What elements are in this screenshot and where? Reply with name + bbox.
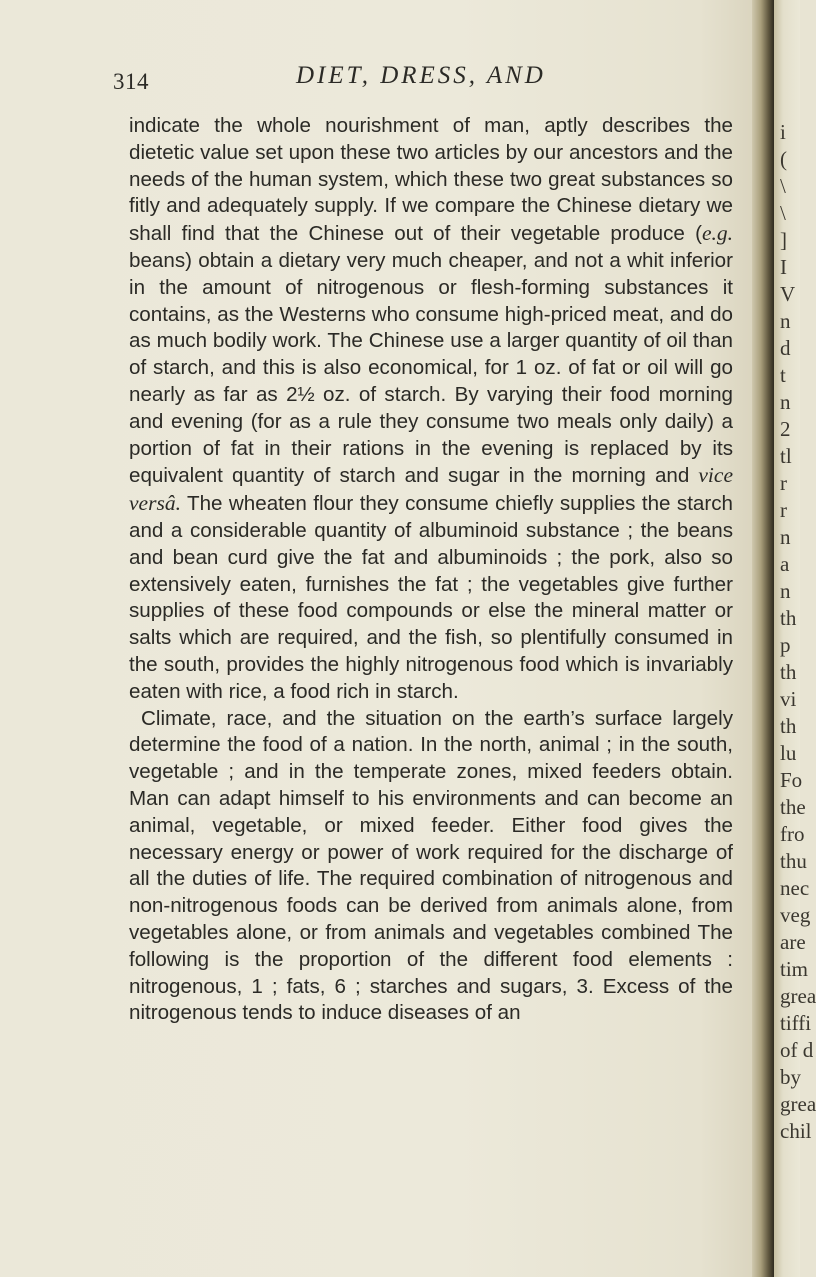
facing-fragment: ( (780, 147, 787, 171)
facing-fragment: grea (780, 984, 816, 1008)
facing-fragment: of d (780, 1038, 814, 1062)
page-number: 314 (113, 69, 149, 94)
facing-fragment: a (780, 552, 790, 576)
facing-fragment: ] (780, 228, 787, 252)
facing-page-edge (774, 0, 816, 1277)
facing-fragment: r (780, 498, 787, 522)
facing-fragment: n (780, 579, 791, 603)
facing-fragment: th (780, 714, 797, 738)
facing-fragment: tim (780, 957, 809, 981)
facing-fragment: d (780, 336, 791, 360)
facing-fragment: grea (780, 1092, 816, 1116)
facing-fragment: n (780, 390, 791, 414)
facing-fragment: chil (780, 1119, 812, 1143)
facing-fragment: I (780, 255, 787, 279)
facing-fragment: i (780, 120, 786, 144)
facing-fragment: th (780, 606, 797, 630)
facing-fragment: by (780, 1065, 801, 1089)
paragraph-1-part-1: indicate the whole nourishment of man, aptly describes the dietetic value set upon these two articles by our ancestors and the needs of the human system, which these two great substances so fitly and adequately supply. If we compare the Chinese dietary we shall find that the Chinese out of their vegetable produce ( (129, 114, 733, 246)
facing-fragment: th (780, 660, 797, 684)
facing-fragment: \ (780, 201, 786, 225)
paragraph-1 (129, 113, 733, 706)
facing-fragment: n (780, 525, 791, 549)
facing-fragment: veg (780, 903, 811, 927)
facing-fragment: Fo (780, 768, 803, 792)
facing-fragment: 2 (780, 417, 791, 441)
paragraph-1-part-3: The wheaten flour they consume chiefly supplies the starch and a considerable quantity of albuminoid substance ; the beans and bean curd give the fat and albuminoids ; the pork, also so extensively eaten, furnishes the fat ; the vegetables give further supplies of these food compounds or else the mineral matter or salts which are required, and the fish, so plentifully consumed in the south, provides the highly nitrogenous food which is invariably eaten with rice, a food rich in starch. (129, 492, 733, 703)
facing-fragment: thu (780, 849, 807, 873)
body-text (129, 113, 733, 1027)
facing-fragment: r (780, 471, 787, 495)
paragraph-2 (129, 706, 733, 1028)
facing-fragment: the (780, 795, 806, 819)
running-head: DIET, DRESS, AND (296, 62, 546, 89)
facing-fragment: lu (780, 741, 797, 765)
facing-fragment: nec (780, 876, 810, 900)
facing-fragment: fro (780, 822, 805, 846)
facing-fragment: n (780, 309, 791, 333)
paragraph-2-part-1: Climate, race, and the situation on the earth’s surface largely determine the food of a nation. In the north, animal ; in the south, vegetable ; and in the temperate zones, mixed feeders obtain. Man can adapt himself to his environments and can become an animal, vegetable, or mixed feeder. Either food gives the necessary energy or power of work required for the discharge of all the duties of life. The required combination of nitrogenous and non-nitrogenous foods can be derived from animals alone, from vegetables alone, or from animals and vegetables combined The following is the proportion of the different food elements : nitrogenous, 1 ; fats, 6 ; starches and sugars, 3. Excess of the nitrogenous tends to induce diseases of an (129, 706, 733, 1025)
facing-fragment: vi (780, 687, 797, 711)
facing-fragment: V (780, 282, 796, 306)
book-gutter (752, 0, 774, 1277)
paragraph-1-italic-eg: e.g. (701, 221, 733, 246)
paragraph-1-part-2: beans) obtain a dietary very much cheaper, and not a whit inferior in the amount of nitrogenous or flesh-forming substances it contains, as the Westerns who consume high-priced meat, and do as much bodily work. The Chinese use a larger quantity of oil than of starch, and this is also economical, for 1 oz. of fat or oil will go nearly as far as 2½ oz. of starch. By varying their food morning and evening (for as a rule they consume two meals only daily) a portion of fat in their rations in the evening is replaced by its equivalent quantity of starch and sugar in the morning and (129, 248, 733, 488)
facing-fragment: t (780, 363, 786, 387)
facing-fragment: \ (780, 174, 786, 198)
page-header (0, 56, 760, 96)
facing-fragment: tiffi (780, 1011, 812, 1035)
facing-fragment: p (780, 633, 791, 657)
facing-fragment: are (780, 930, 806, 954)
paragraph-1-italic-vice-versa: vice versâ. (129, 463, 733, 516)
facing-fragment: tl (780, 444, 792, 468)
